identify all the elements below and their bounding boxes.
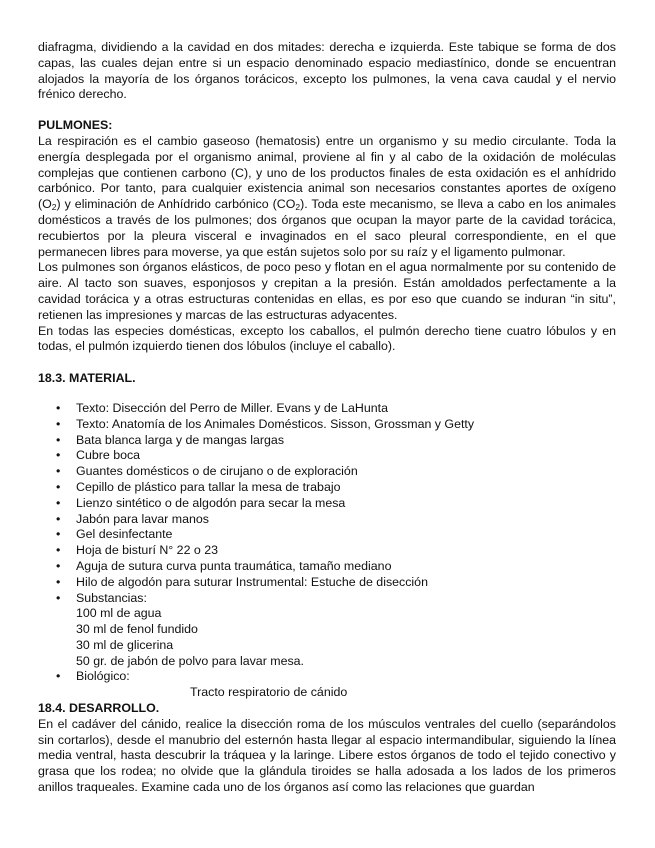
document-body xyxy=(38,40,616,796)
biologico-value: Tracto respiratorio de cánido xyxy=(190,685,348,700)
substancia-item: 30 ml de fenol fundido xyxy=(76,622,198,637)
pulmones-heading: PULMONES: xyxy=(38,118,113,133)
list-item: • Guantes domésticos o de cirujano o de exploración xyxy=(56,464,358,479)
list-item: • Texto: Anatomía de los Animales Domésticos. Sisson, Grossman y Getty xyxy=(56,416,475,431)
list-item: • Aguja de sutura curva punta traumática, tamaño mediano xyxy=(56,558,392,573)
list-item: • Texto: Disección del Perro de Miller. Evans y de LaHunta xyxy=(56,400,388,415)
substancia-item: 30 ml de glicerina xyxy=(76,637,174,652)
list-item: • Hilo de algodón para suturar Instrumental: Estuche de disección xyxy=(56,574,428,589)
material-list xyxy=(38,401,616,701)
pulmones-paragraph-1: La respiración es el cambio gaseoso (hematosis) entre un organismo y su medio circulante. Toda la energía desplegada por el organismo animal, proviene al fin y al cabo de la oxidación de moléculas complejas que contienen carbono (C), y uno de los productos finales de esta oxidación es el anhídrido carbónico. Por tanto, para cualquier existencia animal son necesarios constantes aportes de oxígeno $(O_2)$ y eliminación de Anhídrido carbónico $(CO_2)$. Toda este mecanismo, se lleva a cabo en los animales domésticos a través de los pulmones; dos órganos que ocupan la mayor parte de la cavidad torácica, recubiertos por la pleura visceral e invaginados en el saco pleural correspondiente, en el que permanecen libres para moverse, ya que están sujetos solo por su raíz y el ligamento pulmonar. xyxy=(38,133,616,259)
pulmones-paragraph-2: Los pulmones son órganos elásticos, de poco peso y flotan en el agua normalmente por su contenido de aire. Al tacto son suaves, esponjosos y crepitan a la presión. Están amoldados perfectamente a la cavidad torácica y a otras estructuras contenidas en ellas, es por eso que cuando se induran “in situ”, retienen las impresiones y marcas de las estructuras adyacentes. xyxy=(38,260,616,322)
list-item-biologico: • Biológico: Tracto respiratorio de cánido xyxy=(38,669,616,701)
list-item: • Jabón para lavar manos xyxy=(56,511,209,526)
list-item: • Cepillo de plástico para tallar la mesa de trabajo xyxy=(56,479,341,494)
list-item: • Gel desinfectante xyxy=(56,527,173,542)
desarrollo-paragraph: En el cadáver del cánido, realice la disección roma de los músculos ventrales del cuello (separándolos sin cortarlos), desde el manubrio del esternón hasta llegar al espacio intermandibular, siguiendo la línea media ventral, hasta descubrir la tráquea y la laringe. Libere estos órganos de todo el tejido conectivo y grasa que los rodea; no olvide que la glándula tiroides se halla adosada a los lados de los primeros anillos traqueales. Examine cada uno de los órganos así como las relaciones que guardan xyxy=(38,716,616,795)
pulmones-paragraph-3: En todas las especies domésticas, excepto los caballos, el pulmón derecho tiene cuatro lóbulos y en todas, el pulmón izquierdo tienen dos lóbulos (incluye el caballo). xyxy=(38,323,616,354)
list-item: • Cubre boca xyxy=(56,448,141,463)
desarrollo-heading: 18.4. DESARROLLO. xyxy=(38,701,160,716)
substancia-item: 100 ml de agua xyxy=(76,606,162,621)
substancia-item: 50 gr. de jabón de polvo para lavar mesa. xyxy=(76,653,304,668)
material-heading: 18.3. MATERIAL. xyxy=(38,371,136,386)
list-item-substancias: • Substancias: 100 ml de agua 30 ml de fenol fundido 30 ml de glicerina 50 gr. de jabón de polvo para lavar mesa. xyxy=(38,591,616,670)
list-item: • Lienzo sintético o de algodón para secar la mesa xyxy=(56,495,346,510)
list-item: • Bata blanca larga y de mangas largas xyxy=(56,432,285,447)
list-item: • Hoja de bisturí N° 22 o 23 xyxy=(56,543,219,558)
intro-paragraph: diafragma, dividiendo a la cavidad en dos mitades: derecha e izquierda. Este tabique se forma de dos capas, las cuales dejan entre si un espacio denominado espacio mediastínico, donde se encuentran alojados la mayoría de los órganos torácicos, excepto los pulmones, la vena cava caudal y el nervio frénico derecho. xyxy=(38,40,616,102)
